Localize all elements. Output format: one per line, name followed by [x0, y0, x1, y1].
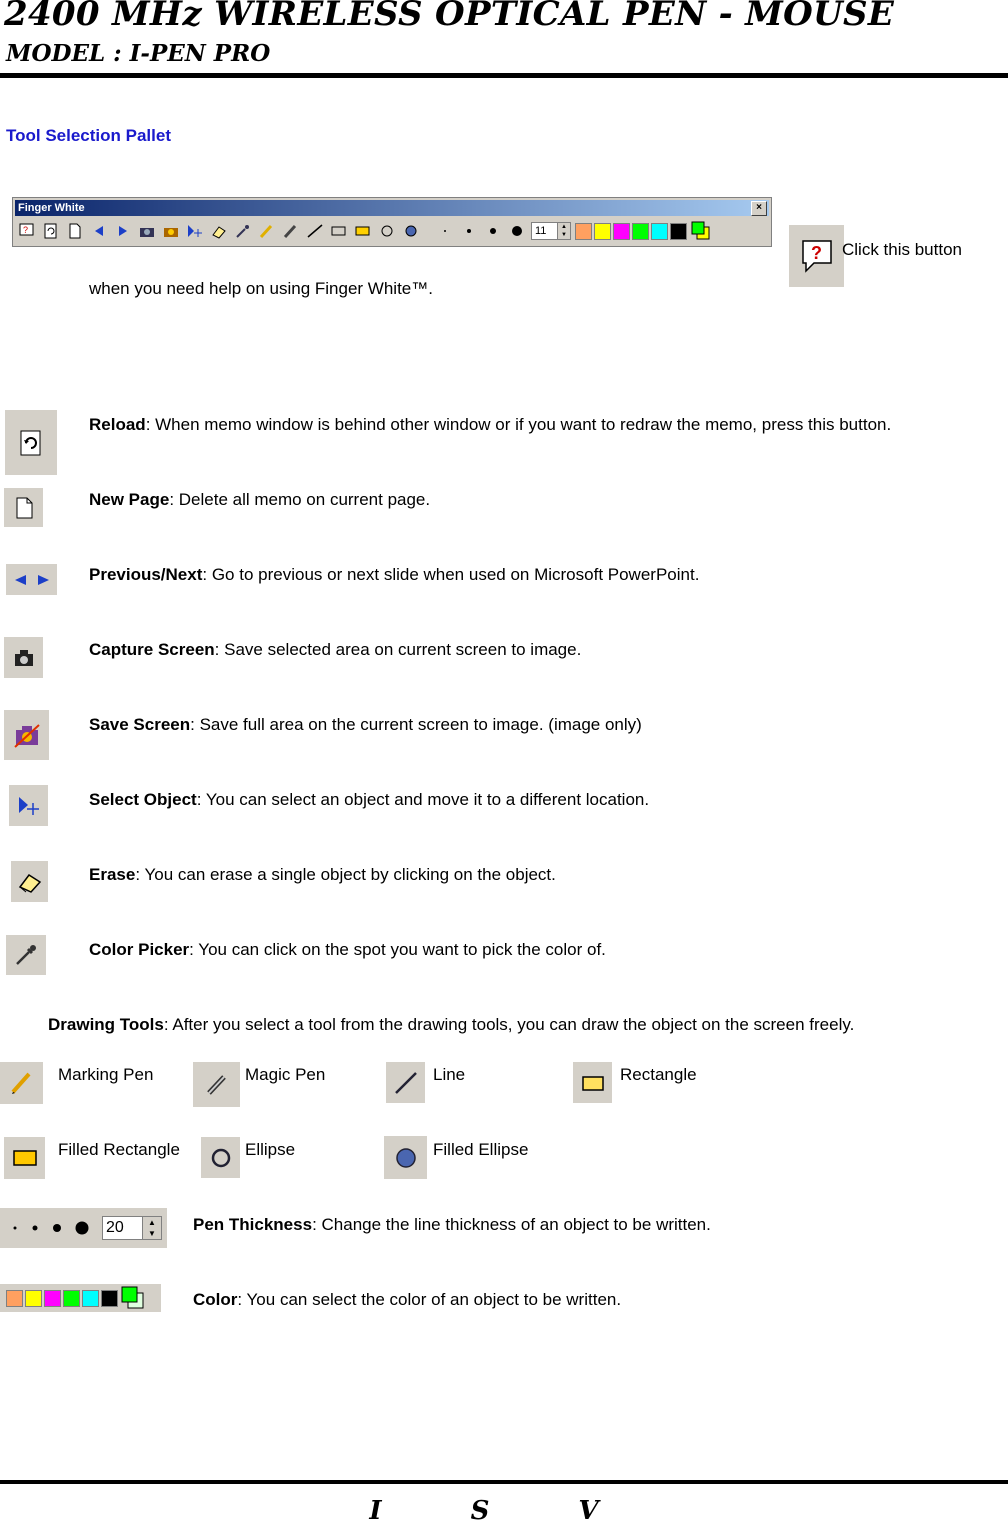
color-swatch[interactable]	[82, 1290, 99, 1307]
line-icon[interactable]	[305, 221, 325, 241]
spinner-arrows-icon[interactable]: ▲ ▼	[142, 1217, 161, 1239]
item-new-page	[89, 490, 430, 510]
color-control	[0, 1284, 161, 1312]
filled-ellipse-icon	[393, 1145, 419, 1171]
thickness-2-icon[interactable]	[459, 221, 479, 241]
toolbar-titlebar	[15, 200, 769, 216]
filled-rectangle-label: Filled Rectangle	[58, 1140, 180, 1159]
save-screen-icon[interactable]	[161, 221, 181, 241]
current-color-icon[interactable]	[691, 221, 711, 241]
color-swatches	[6, 1290, 118, 1307]
save-screen-button[interactable]	[4, 710, 49, 760]
previous-icon	[13, 574, 27, 586]
ellipse-icon[interactable]	[377, 221, 397, 241]
finger-white-toolbar	[12, 197, 772, 247]
marking-pen-button[interactable]	[0, 1062, 43, 1104]
new-page-icon	[14, 497, 34, 519]
thickness-2-icon[interactable]	[31, 1224, 39, 1232]
next-icon[interactable]	[113, 221, 133, 241]
item-term: Color Picker	[89, 940, 190, 959]
drawing-tools-desc: : After you select a tool from the drawing tools, you can draw the object on the screen freely.	[163, 1015, 855, 1034]
new-page-icon[interactable]	[65, 221, 85, 241]
line-button[interactable]	[386, 1062, 425, 1103]
item-term: Save Screen	[89, 715, 191, 734]
color-term: Color	[193, 1290, 238, 1309]
color-picker-icon[interactable]	[233, 221, 253, 241]
color-swatch[interactable]	[44, 1290, 61, 1307]
marking-pen-icon	[9, 1070, 35, 1096]
filled-ellipse-button[interactable]	[384, 1136, 427, 1179]
filled-ellipse-label: Filled Ellipse	[433, 1140, 529, 1159]
save-screen-icon	[13, 721, 41, 749]
color-swatch[interactable]	[101, 1290, 118, 1307]
page-title: 2400 MHz WIRELESS OPTICAL PEN - MOUSE	[4, 0, 895, 34]
magic-pen-icon[interactable]	[281, 221, 301, 241]
model-subtitle: MODEL : I-PEN PRO	[6, 40, 271, 67]
item-desc: : You can erase a single object by clicking on the object.	[135, 865, 556, 884]
footer-rule	[0, 1480, 1008, 1484]
previous-next-buttons[interactable]	[6, 564, 57, 595]
color-swatch[interactable]	[594, 223, 611, 240]
select-object-icon	[16, 794, 42, 818]
current-color-icon[interactable]	[120, 1285, 146, 1311]
filled-rectangle-button[interactable]	[4, 1137, 45, 1179]
toolbar-row	[17, 220, 767, 242]
thickness-4-icon[interactable]	[507, 221, 527, 241]
previous-icon[interactable]	[89, 221, 109, 241]
color-swatch[interactable]	[63, 1290, 80, 1307]
pen-thickness-desc: : Change the line thickness of an object to be written.	[312, 1215, 711, 1234]
capture-screen-icon[interactable]	[137, 221, 157, 241]
item-previous-next	[89, 565, 699, 585]
thickness-1-icon[interactable]	[435, 221, 455, 241]
drawing-tools	[48, 1015, 854, 1035]
item-desc: : Save selected area on current screen to image.	[214, 640, 582, 659]
item-desc: : Go to previous or next slide when used on Microsoft PowerPoint.	[202, 565, 700, 584]
color-swatch[interactable]	[632, 223, 649, 240]
select-object-button[interactable]	[9, 785, 48, 826]
item-desc: : Save full area on the current screen to image. (image only)	[190, 715, 642, 734]
item-term: Capture Screen	[89, 640, 215, 659]
color-swatch[interactable]	[25, 1290, 42, 1307]
reload-button[interactable]	[5, 410, 57, 475]
item-select-object	[89, 790, 649, 810]
new-page-button[interactable]	[4, 488, 43, 527]
color-swatch[interactable]	[575, 223, 592, 240]
drawing-tools-term: Drawing Tools	[48, 1015, 164, 1034]
eraser-icon[interactable]	[209, 221, 229, 241]
section-title: Tool Selection Pallet	[6, 126, 171, 145]
color-picker-button[interactable]	[6, 935, 46, 975]
marking-pen-icon[interactable]	[257, 221, 277, 241]
thickness-value: 11	[535, 225, 547, 237]
close-button[interactable]: ×	[751, 201, 767, 216]
color-swatch[interactable]	[670, 223, 687, 240]
header-rule	[0, 73, 1008, 78]
help-icon	[800, 238, 834, 274]
capture-screen-icon	[13, 647, 35, 669]
filled-rectangle-icon	[11, 1147, 39, 1169]
thickness-spinner[interactable]	[102, 1216, 162, 1240]
item-term: New Page	[89, 490, 170, 509]
thickness-value: 20	[106, 1219, 124, 1236]
pen-thickness	[193, 1215, 711, 1235]
rectangle-label: Rectangle	[620, 1065, 697, 1084]
svg-text:?: ?	[23, 225, 29, 235]
item-term: Previous/Next	[89, 565, 203, 584]
erase-button[interactable]	[11, 861, 48, 902]
svg-text:?: ?	[810, 243, 822, 263]
color-desc: : You can select the color of an object to be written.	[237, 1290, 622, 1309]
ellipse-label: Ellipse	[245, 1140, 296, 1159]
item-desc: : You can select an object and move it to a different location.	[196, 790, 650, 809]
thickness-3-icon[interactable]	[483, 221, 503, 241]
rectangle-button[interactable]	[573, 1062, 612, 1103]
item-erase	[89, 865, 556, 885]
item-term: Erase	[89, 865, 136, 884]
color-info	[193, 1290, 621, 1310]
color-swatches	[575, 223, 687, 240]
item-desc: : Delete all memo on current page.	[169, 490, 431, 509]
capture-screen-button[interactable]	[4, 637, 43, 678]
color-swatch[interactable]	[613, 223, 630, 240]
line-label: Line	[433, 1065, 466, 1084]
item-desc: : When memo window is behind other window or if you want to redraw the memo, press this button.	[145, 415, 892, 434]
line-icon	[393, 1070, 419, 1096]
item-save-screen	[89, 715, 642, 735]
color-picker-icon	[13, 942, 39, 968]
reload-icon	[18, 429, 44, 457]
help-text: Click this button	[842, 240, 962, 259]
help-icon[interactable]	[17, 221, 37, 241]
ellipse-icon	[208, 1145, 234, 1171]
thickness-1-icon[interactable]	[12, 1225, 18, 1231]
select-object-icon[interactable]	[185, 221, 205, 241]
spinner-arrows-icon[interactable]: ▲ ▼	[557, 223, 570, 239]
pen-thickness-term: Pen Thickness	[193, 1215, 313, 1234]
item-color-picker	[89, 940, 606, 960]
reload-icon[interactable]	[41, 221, 61, 241]
toolbar-title: Finger White	[18, 202, 85, 214]
magic-pen-icon	[204, 1072, 230, 1098]
thickness-4-icon[interactable]	[75, 1221, 89, 1235]
ellipse-button[interactable]	[201, 1137, 240, 1178]
rectangle-icon	[580, 1072, 606, 1094]
thickness-3-icon[interactable]	[52, 1223, 62, 1233]
eraser-icon	[17, 871, 43, 893]
item-desc: : You can click on the spot you want to pick the color of.	[189, 940, 606, 959]
thickness-spinner[interactable]	[531, 222, 571, 240]
marking-pen-label: Marking Pen	[58, 1065, 154, 1084]
item-reload	[89, 415, 891, 435]
color-swatch[interactable]	[651, 223, 668, 240]
rectangle-icon[interactable]	[329, 221, 349, 241]
color-swatch[interactable]	[6, 1290, 23, 1307]
next-icon	[37, 574, 51, 586]
filled-ellipse-icon[interactable]	[401, 221, 421, 241]
filled-rectangle-icon[interactable]	[353, 221, 373, 241]
item-term: Reload	[89, 415, 146, 434]
item-capture-screen	[89, 640, 581, 660]
magic-pen-label: Magic Pen	[245, 1065, 326, 1084]
thickness-control	[0, 1208, 167, 1248]
footer-text: I S V	[369, 1496, 639, 1526]
help-text-continued: when you need help on using Finger White™.	[89, 279, 433, 298]
item-term: Select Object	[89, 790, 197, 809]
help-button[interactable]	[789, 225, 844, 287]
magic-pen-button[interactable]	[193, 1062, 240, 1107]
